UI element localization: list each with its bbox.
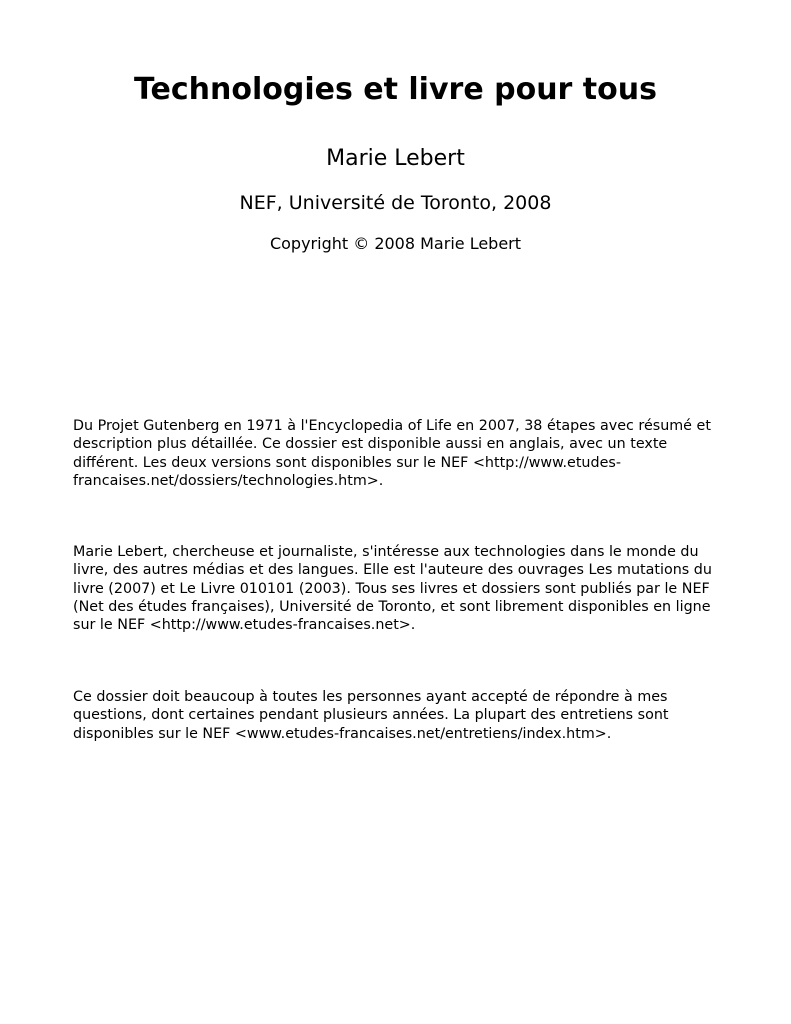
summary-paragraph: Du Projet Gutenberg en 1971 à l'Encyclopedia of Life en 2007, 38 étapes avec résumé et description plus détaillée. Ce dossier est disponible aussi en anglais, avec un texte différent. Les deux versions sont disponibles sur le NEF <http://www.etudes-francaises.net/dossiers/technologies.htm>. bbox=[73, 418, 711, 489]
author-bio-paragraph: Marie Lebert, chercheuse et journaliste, s'intéresse aux technologies dans le monde du livre, des autres médias et des langues. Elle est l'auteure des ouvrages Les mutations du livre (2007) et Le Livre 010101 (2003). Tous ses livres et dossiers sont publiés par le NEF (Net des études françaises), Université de Toronto, et sont librement disponibles en ligne sur le NEF <http://www.etudes-francaises.net>. bbox=[73, 544, 712, 634]
acknowledgements-paragraph: Ce dossier doit beaucoup à toutes les personnes ayant accepté de répondre à mes questions, dont certaines pendant plusieurs années. La plupart des entretiens sont disponibles sur le NEF <www.etudes-francaises.net/entretiens/index.htm>. bbox=[73, 689, 669, 742]
document-publisher: NEF, Université de Toronto, 2008 bbox=[239, 192, 552, 214]
document-title: Technologies et livre pour tous bbox=[134, 72, 657, 107]
copyright-notice: Copyright © 2008 Marie Lebert bbox=[269, 234, 522, 253]
document-author: Marie Lebert bbox=[326, 146, 465, 171]
